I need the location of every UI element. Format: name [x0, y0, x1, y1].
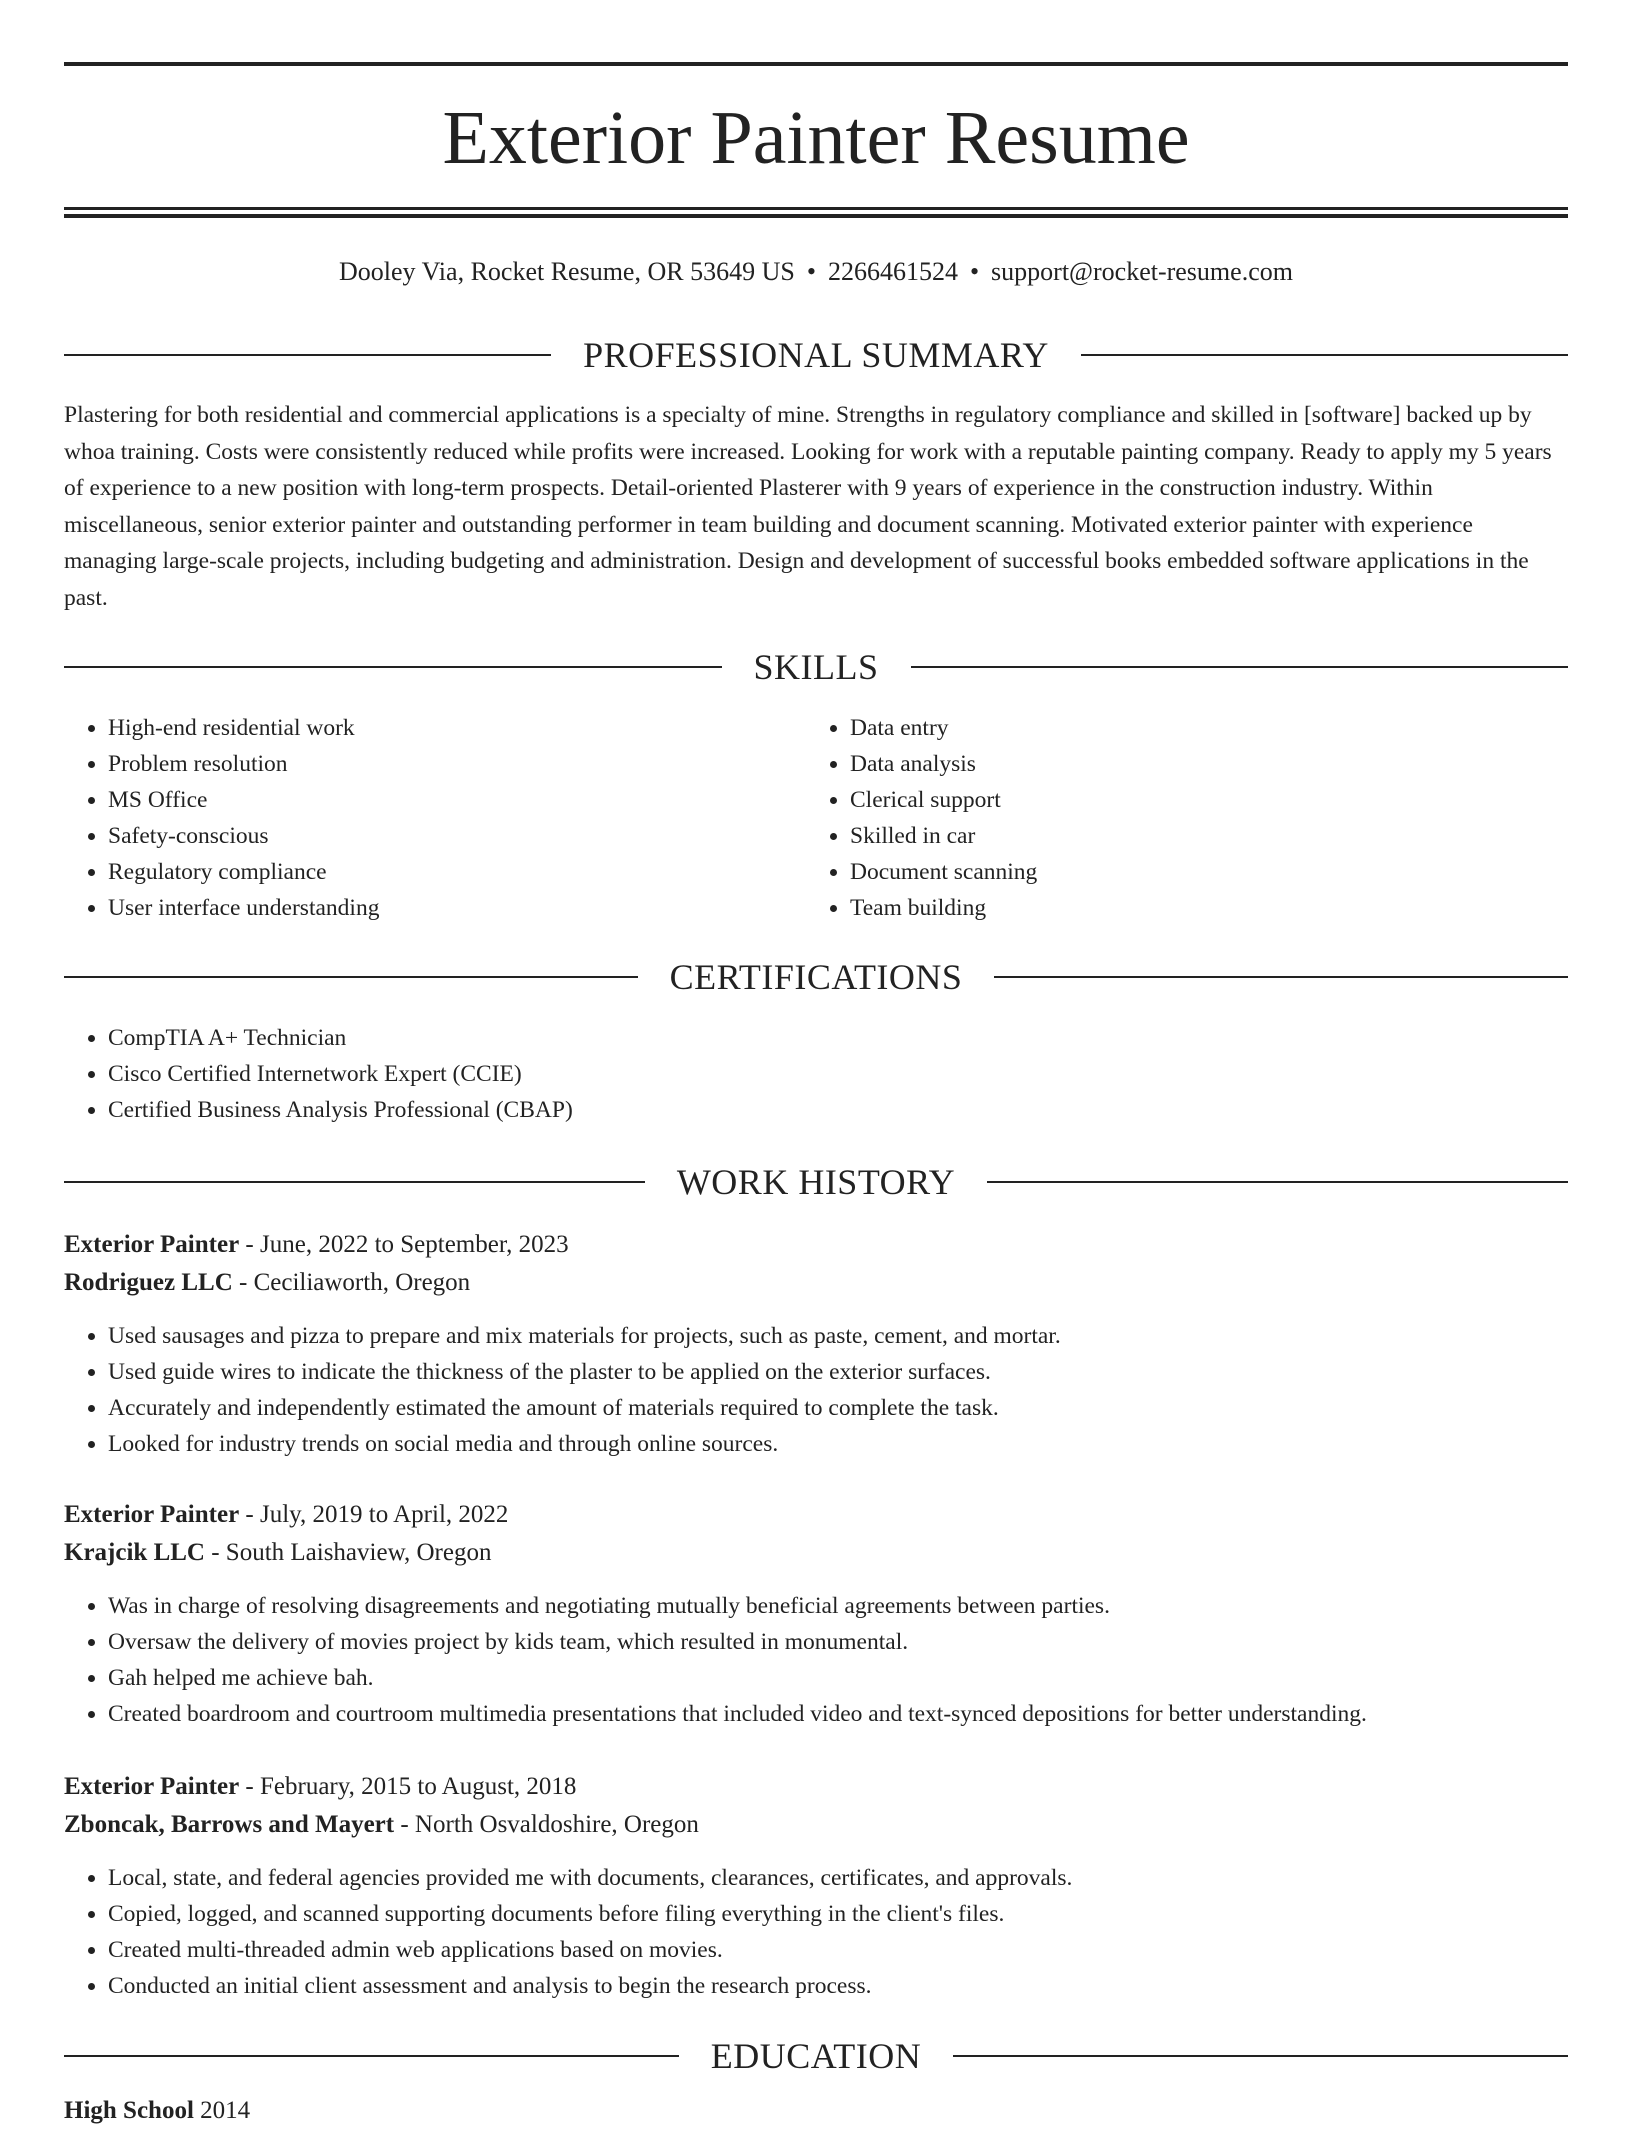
skill-item: • High-end residential work	[108, 710, 806, 746]
job-duties	[64, 1860, 1568, 2004]
job-title-line	[64, 1768, 1568, 1806]
job-title-line	[64, 1226, 1568, 1264]
section-title: EDUCATION	[710, 2036, 922, 2076]
job-role: Exterior Painter	[64, 1501, 240, 1528]
job-duty: • Local, state, and federal agencies provided me with documents, clearances, certificates, and approvals.	[108, 1860, 1568, 1896]
education-entry	[64, 2092, 1568, 2130]
certifications-list	[64, 1020, 1568, 1128]
skill-item: • Problem resolution	[108, 746, 806, 782]
section-rule-right	[987, 1181, 1568, 1183]
contact-address: Dooley Via, Rocket Resume, OR 53649 US	[339, 257, 795, 286]
section-heading-certifications	[64, 953, 1568, 1001]
job-entry	[64, 1226, 1568, 1462]
section-rule-right	[953, 2055, 1568, 2057]
job-duty: • Created boardroom and courtroom multimedia presentations that included video and text-synced depositions for better understanding.	[108, 1696, 1568, 1732]
skill-item: • Skilled in car	[850, 818, 1548, 854]
skill-item: • Data entry	[850, 710, 1548, 746]
job-title-line	[64, 1496, 1568, 1534]
job-duty: • Oversaw the delivery of movies project by kids team, which resulted in monumental.	[108, 1624, 1568, 1660]
section-title: CERTIFICATIONS	[669, 957, 963, 997]
job-company-line	[64, 1806, 1568, 1844]
section-title: WORK HISTORY	[676, 1162, 956, 1202]
job-entry	[64, 1768, 1568, 2004]
job-location: - South Laishaview, Oregon	[204, 1539, 492, 1566]
contact-separator: •	[969, 257, 980, 286]
job-duty: • Was in charge of resolving disagreements and negotiating mutually beneficial agreements between parties.	[108, 1588, 1568, 1624]
page-title: Exterior Painter Resume	[442, 96, 1190, 180]
header-double-rule	[64, 207, 1568, 218]
section-rule-right	[911, 666, 1569, 668]
job-company: Krajcik LLC	[64, 1539, 205, 1566]
skill-item: • Document scanning	[850, 854, 1548, 890]
job-dates: - July, 2019 to April, 2022	[239, 1501, 509, 1528]
certification-item: • Certified Business Analysis Professional (CBAP)	[108, 1092, 1568, 1128]
section-heading-skills	[64, 643, 1568, 691]
summary-text: Plastering for both residential and commercial applications is a specialty of mine. Strengths in regulatory compliance and skilled in [software] backed up by whoa training. Costs were consistently reduced while profits were increased. Looking for work with a reputable painting company. Ready to apply my 5 years of experience to a new position with long-term prospects. Detail-oriented Plasterer with 9 years of experience in the construction industry. Within miscellaneous, senior exterior painter and outstanding performer in team building and document scanning. Motivated exterior painter with experience managing large-scale projects, including budgeting and administration. Design and development of successful books embedded software applications in the past.	[64, 402, 1552, 611]
skill-item: • MS Office	[108, 782, 806, 818]
contact-separator: •	[806, 257, 816, 286]
section-rule-left	[64, 1181, 645, 1183]
job-duties	[64, 1588, 1568, 1732]
skills-column-right	[806, 710, 1548, 926]
job-duty: • Copied, logged, and scanned supporting documents before filing everything in the client's files.	[108, 1896, 1568, 1932]
section-title: SKILLS	[753, 647, 879, 687]
skill-item: • Regulatory compliance	[108, 854, 806, 890]
job-location: - North Osvaldoshire, Oregon	[394, 1811, 699, 1838]
section-heading-work-history	[64, 1158, 1568, 1206]
contact-line	[64, 252, 1568, 292]
job-role: Exterior Painter	[64, 1231, 240, 1258]
job-company: Rodriguez LLC	[64, 1269, 233, 1296]
section-rule-left	[64, 666, 722, 668]
job-duties	[64, 1318, 1568, 1462]
job-company-line	[64, 1264, 1568, 1302]
job-role: Exterior Painter	[64, 1773, 240, 1800]
job-duty: • Looked for industry trends on social media and through online sources.	[108, 1426, 1568, 1462]
contact-email: support@rocket-resume.com	[991, 257, 1293, 286]
job-dates: - February, 2015 to August, 2018	[239, 1773, 577, 1800]
certification-item: • Cisco Certified Internetwork Expert (CCIE)	[108, 1056, 1568, 1092]
section-heading-education	[64, 2032, 1568, 2080]
job-entry	[64, 1496, 1568, 1732]
job-location: - Ceciliaworth, Oregon	[232, 1269, 471, 1296]
section-rule-left	[64, 976, 638, 978]
skill-item: • Team building	[850, 890, 1548, 926]
section-rule-left	[64, 354, 551, 356]
section-heading-summary	[64, 331, 1568, 379]
job-duty: • Gah helped me achieve bah.	[108, 1660, 1568, 1696]
job-dates: - June, 2022 to September, 2023	[239, 1231, 569, 1258]
education-year: 2014	[193, 2097, 251, 2124]
section-rule-right	[994, 976, 1568, 978]
job-duty: • Used guide wires to indicate the thickness of the plaster to be applied on the exterior surfaces.	[108, 1354, 1568, 1390]
skill-item: • Clerical support	[850, 782, 1548, 818]
skills-list	[64, 710, 1568, 926]
skill-item: • Safety-conscious	[108, 818, 806, 854]
job-duty: • Conducted an initial client assessment and analysis to begin the research process.	[108, 1968, 1568, 2004]
job-duty: • Used sausages and pizza to prepare and mix materials for projects, such as paste, cement, and mortar.	[108, 1318, 1568, 1354]
skill-item: • User interface understanding	[108, 890, 806, 926]
job-duty: • Accurately and independently estimated the amount of materials required to complete the task.	[108, 1390, 1568, 1426]
section-rule-right	[1081, 354, 1568, 356]
job-company: Zboncak, Barrows and Mayert	[64, 1811, 395, 1838]
job-duty: • Created multi-threaded admin web applications based on movies.	[108, 1932, 1568, 1968]
skills-column-left	[64, 710, 806, 926]
header-top-rule	[64, 62, 1568, 66]
section-title: PROFESSIONAL SUMMARY	[583, 335, 1049, 375]
section-rule-left	[64, 2055, 679, 2057]
job-company-line	[64, 1534, 1568, 1572]
education-school: High School	[64, 2097, 194, 2124]
contact-phone: 2266461524	[827, 257, 958, 286]
certification-item: • CompTIA A+ Technician	[108, 1020, 1568, 1056]
skill-item: • Data analysis	[850, 746, 1548, 782]
